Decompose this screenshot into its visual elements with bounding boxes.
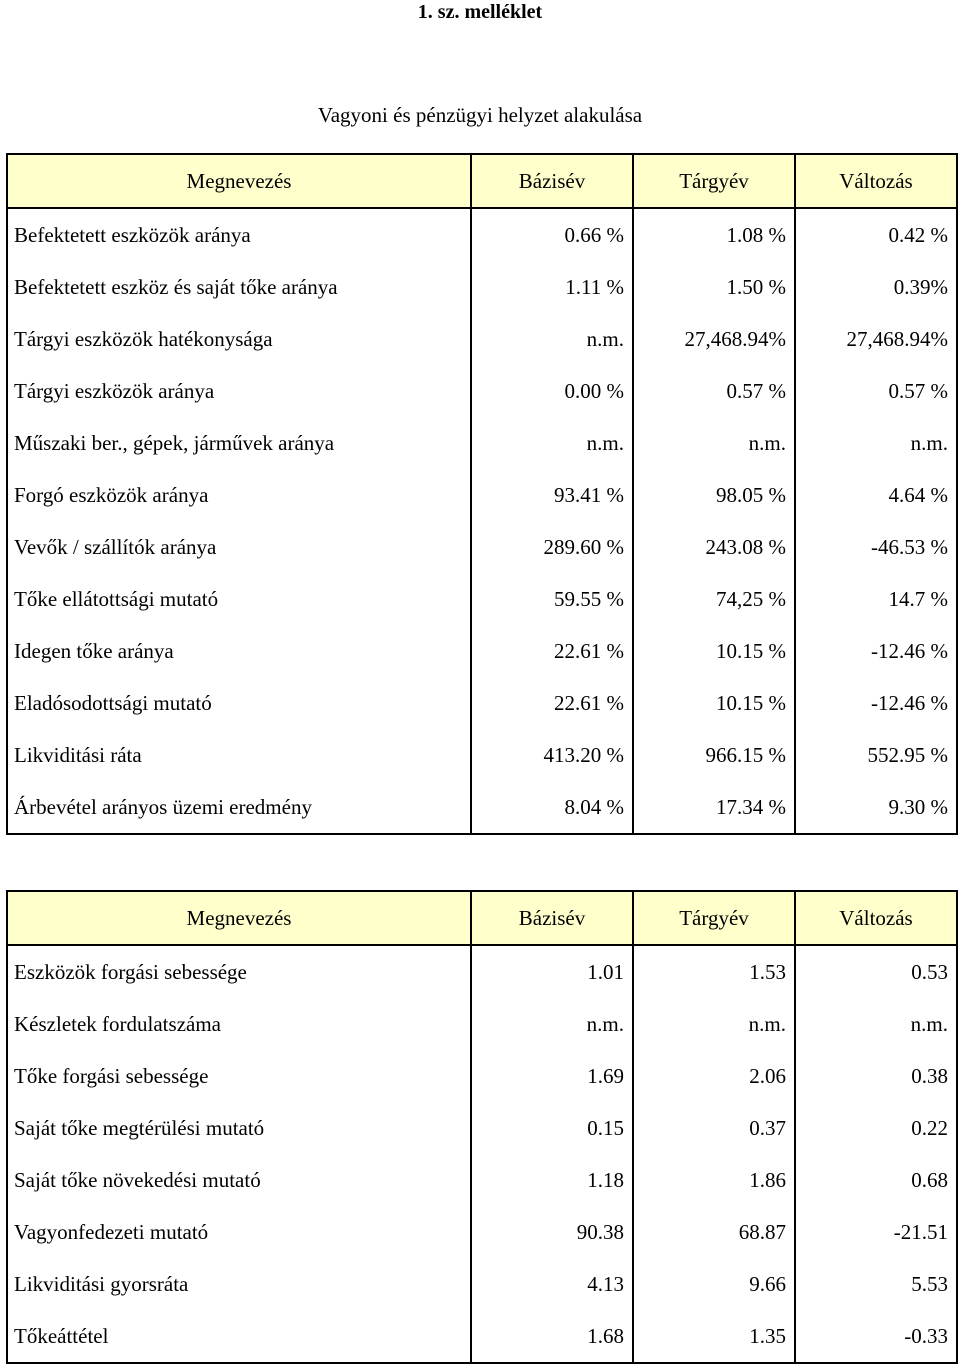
change-cell: -21.51 — [795, 1206, 957, 1258]
row-name-cell: Árbevétel arányos üzemi eredmény — [7, 781, 471, 834]
current-year-cell: 74,25 % — [633, 573, 795, 625]
current-year-cell: 10.15 % — [633, 677, 795, 729]
table-row — [7, 998, 957, 1050]
table-row — [7, 208, 957, 261]
current-year-cell: 9.66 — [633, 1258, 795, 1310]
table-row — [7, 1206, 957, 1258]
row-name-cell: Tőkeáttétel — [7, 1310, 471, 1363]
column-header-name: Megnevezés — [7, 891, 471, 945]
table-row — [7, 521, 957, 573]
change-cell: 4.64 % — [795, 469, 957, 521]
base-year-cell: 90.38 — [471, 1206, 633, 1258]
row-name-cell: Eladósodottsági mutató — [7, 677, 471, 729]
current-year-cell: 1.50 % — [633, 261, 795, 313]
current-year-cell: 27,468.94% — [633, 313, 795, 365]
column-header-current-year: Tárgyév — [633, 891, 795, 945]
column-header-change: Változás — [795, 891, 957, 945]
table-row — [7, 365, 957, 417]
base-year-cell: n.m. — [471, 313, 633, 365]
current-year-cell: 1.53 — [633, 945, 795, 998]
current-year-cell: 1.35 — [633, 1310, 795, 1363]
change-cell: 14.7 % — [795, 573, 957, 625]
row-name-cell: Befektetett eszközök aránya — [7, 208, 471, 261]
change-cell: 0.22 — [795, 1102, 957, 1154]
table-row — [7, 1154, 957, 1206]
financial-position-table — [6, 153, 958, 835]
current-year-cell: n.m. — [633, 998, 795, 1050]
base-year-cell: 413.20 % — [471, 729, 633, 781]
base-year-cell: 1.11 % — [471, 261, 633, 313]
row-name-cell: Saját tőke megtérülési mutató — [7, 1102, 471, 1154]
table-row — [7, 729, 957, 781]
row-name-cell: Idegen tőke aránya — [7, 625, 471, 677]
table-row — [7, 1310, 957, 1363]
table-row — [7, 261, 957, 313]
table-row — [7, 1258, 957, 1310]
row-name-cell: Tárgyi eszközök aránya — [7, 365, 471, 417]
document-header: 1. sz. melléklet — [417, 1, 543, 23]
table-row — [7, 677, 957, 729]
row-name-cell: Tőke ellátottsági mutató — [7, 573, 471, 625]
base-year-cell: 22.61 % — [471, 625, 633, 677]
column-header-base-year: Bázisév — [471, 891, 633, 945]
table-row — [7, 945, 957, 998]
base-year-cell: 289.60 % — [471, 521, 633, 573]
table-body — [7, 945, 957, 1363]
page-title: Vagyoni és pénzügyi helyzet alakulása — [317, 103, 643, 127]
table-row — [7, 469, 957, 521]
current-year-cell: 98.05 % — [633, 469, 795, 521]
change-cell: 552.95 % — [795, 729, 957, 781]
table-header-row — [7, 891, 957, 945]
change-cell: 0.42 % — [795, 208, 957, 261]
current-year-cell: 1.08 % — [633, 208, 795, 261]
current-year-cell: 2.06 — [633, 1050, 795, 1102]
change-cell: n.m. — [795, 998, 957, 1050]
current-year-cell: 0.37 — [633, 1102, 795, 1154]
base-year-cell: 22.61 % — [471, 677, 633, 729]
change-cell: 0.68 — [795, 1154, 957, 1206]
table-row — [7, 313, 957, 365]
row-name-cell: Befektetett eszköz és saját tőke aránya — [7, 261, 471, 313]
change-cell: 0.39% — [795, 261, 957, 313]
column-header-change: Változás — [795, 154, 957, 208]
table-row — [7, 625, 957, 677]
base-year-cell: 1.18 — [471, 1154, 633, 1206]
column-header-base-year: Bázisév — [471, 154, 633, 208]
row-name-cell: Eszközök forgási sebessége — [7, 945, 471, 998]
base-year-cell: 8.04 % — [471, 781, 633, 834]
change-cell: 9.30 % — [795, 781, 957, 834]
column-header-name: Megnevezés — [7, 154, 471, 208]
row-name-cell: Tőke forgási sebessége — [7, 1050, 471, 1102]
change-cell: -12.46 % — [795, 677, 957, 729]
table-row — [7, 573, 957, 625]
change-cell: 5.53 — [795, 1258, 957, 1310]
current-year-cell: 17.34 % — [633, 781, 795, 834]
table-row — [7, 417, 957, 469]
base-year-cell: n.m. — [471, 417, 633, 469]
column-header-current-year: Tárgyév — [633, 154, 795, 208]
change-cell: 27,468.94% — [795, 313, 957, 365]
change-cell: 0.38 — [795, 1050, 957, 1102]
change-cell: 0.57 % — [795, 365, 957, 417]
table-body — [7, 208, 957, 834]
table-row — [7, 1102, 957, 1154]
row-name-cell: Tárgyi eszközök hatékonysága — [7, 313, 471, 365]
current-year-cell: n.m. — [633, 417, 795, 469]
base-year-cell: 93.41 % — [471, 469, 633, 521]
base-year-cell: n.m. — [471, 998, 633, 1050]
row-name-cell: Vagyonfedezeti mutató — [7, 1206, 471, 1258]
current-year-cell: 10.15 % — [633, 625, 795, 677]
row-name-cell: Likviditási ráta — [7, 729, 471, 781]
table-row — [7, 1050, 957, 1102]
row-name-cell: Saját tőke növekedési mutató — [7, 1154, 471, 1206]
base-year-cell: 0.66 % — [471, 208, 633, 261]
change-cell: 0.53 — [795, 945, 957, 998]
change-cell: -0.33 — [795, 1310, 957, 1363]
row-name-cell: Műszaki ber., gépek, járművek aránya — [7, 417, 471, 469]
base-year-cell: 59.55 % — [471, 573, 633, 625]
change-cell: n.m. — [795, 417, 957, 469]
change-cell: -46.53 % — [795, 521, 957, 573]
table-row — [7, 781, 957, 834]
efficiency-ratios-table — [6, 890, 958, 1364]
current-year-cell: 0.57 % — [633, 365, 795, 417]
table-header-row — [7, 154, 957, 208]
row-name-cell: Készletek fordulatszáma — [7, 998, 471, 1050]
base-year-cell: 0.15 — [471, 1102, 633, 1154]
row-name-cell: Forgó eszközök aránya — [7, 469, 471, 521]
current-year-cell: 1.86 — [633, 1154, 795, 1206]
base-year-cell: 1.69 — [471, 1050, 633, 1102]
base-year-cell: 4.13 — [471, 1258, 633, 1310]
row-name-cell: Likviditási gyorsráta — [7, 1258, 471, 1310]
base-year-cell: 1.68 — [471, 1310, 633, 1363]
current-year-cell: 68.87 — [633, 1206, 795, 1258]
current-year-cell: 243.08 % — [633, 521, 795, 573]
current-year-cell: 966.15 % — [633, 729, 795, 781]
base-year-cell: 1.01 — [471, 945, 633, 998]
change-cell: -12.46 % — [795, 625, 957, 677]
base-year-cell: 0.00 % — [471, 365, 633, 417]
row-name-cell: Vevők / szállítók aránya — [7, 521, 471, 573]
